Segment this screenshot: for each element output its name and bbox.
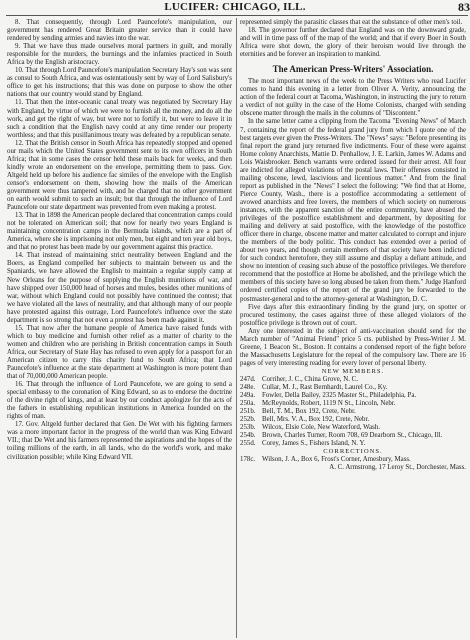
member-entry: [240, 384, 466, 392]
member-entry: [240, 432, 466, 440]
paragraph-13: 13. That in 1898 the American people declared that concentration camps could not be tolerated on American soil; that now for nearly two years England is maintaining concentration camps in the Bermuda islands, which are a part of America, where she is imprisoning not only men, but eight and ten year old boys, and that no protest has been made by our government against this practice.: [7, 212, 232, 252]
member-text: Brown, Charles Turner, Room 708, 69 Dearborn St., Chicago, Ill.: [262, 432, 443, 440]
header-rule: [6, 15, 468, 16]
member-text: Wilcox, Elsie Cole, New Waterford, Wash.: [262, 424, 380, 432]
member-text: Bell, T. M., Box 192, Crete, Nebr.: [262, 408, 356, 416]
member-text: McReynolds, Robert, 1119 N St., Lincoln, Nebr.: [262, 400, 396, 408]
member-number: 252b.: [240, 416, 256, 424]
member-entry: [240, 440, 466, 448]
paragraph-18: 18. The governor further declared that England was on the downward grade, and will in time pass off of the map of the world; and that if every Boer in South Africa were shot down, the glory of their heroism would live through the eternities and be forever an inspiration to mankind.: [240, 27, 466, 59]
paragraph-16: 16. That through the influence of Lord Pauncefote, we are going to send a special embassy to the coronation of King Edward, so as to endorse the doctrine of the divine right of kings, and at least by our conduct apologize for the acts of the fathers in establishing republican institutions in America founded on the rights of man.: [7, 381, 232, 421]
paragraph-12: 12. That the British censor in South Africa has repeatedly stopped and opened our mails which the United States government sent to its own officers in South Africa; that in some cases the censor held these mails back for weeks, and then kindly wrote an endorsement on the envelope, permitting them to pass. Gov. Altgeld held up before his audience fac similes of the envelope with the English censor's endorsement on them, showing how the mails of the American government were thus tampered with, and he charged that no other government on earth would submit to such an insult; but that through the influence of Lord Pauncefote our state department was prevented from even making a protest.: [7, 139, 232, 212]
member-number: 250a.: [240, 400, 256, 408]
member-number: 248e.: [240, 384, 256, 392]
member-number: 255d.: [240, 440, 256, 448]
paragraph-14: 14. That instead of maintaining strict neutrality between England and the Boers, as England compelled her subjects to maintain between us and the Spaniards, we have allowed the English to maintain a regular supply camp at New Orleans for the purpose of supplying the English munitions of war, and have shipped over 150,000 head of horses and mules, besides other munitions of war, without which England could not possibly have continued the contest; that we have violated all the laws of neutrality, and that although many of our people have protested against this outrage, Lord Pauncefote's influence over the state department is so strong that not even a protest has been made against it.: [7, 252, 232, 324]
member-entry: [240, 400, 466, 408]
left-column: [7, 19, 232, 462]
member-text: Wilson, J. A., Box 6, Frost's Corner, Amesbury, Mass.: [262, 456, 411, 464]
paragraph-9: 9. That we have thus made ourselves moral partners in guilt, and morally responsible for the murders, the burnings and the infamies practiced in South Africa by the English aristocracy.: [7, 43, 232, 67]
member-entry: [240, 424, 466, 432]
member-number: 178c.: [240, 456, 256, 464]
right-column: [240, 19, 466, 473]
member-text: Cullar, M. J., Rast Bernhardt, Laurel Co., Ky.: [262, 384, 388, 392]
column-divider: [236, 18, 237, 638]
member-number: 254b.: [240, 432, 256, 440]
paragraph-11: 11. That then the inter-oceanic canal treaty was negotiated by Secretary Hay with England, by virtue of which we were to furnish all the money, and do all the work, and get the right of way, but were not to fortify it, but were to leave it in such a condition that the English navy could at any time render our property worthless; and that this pusillanimous treaty was defeated by a republican senate.: [7, 99, 232, 139]
member-text: Corey, James S., Fishers Island, N. Y.: [262, 440, 366, 448]
article-paragraph: The most important news of the week to the Press Writers who read Lucifer comes to hand this evening in a letter from Oliver A. Verity, announcing the action of the federal court at Tacoma, Washington, in instructing the jury to return a verdict of not guilty in the case of the Home Colonists, charged with sending obscene matter through the mails in the columns of "Discontent.": [240, 78, 466, 118]
member-entry: [240, 392, 466, 400]
member-entry: [240, 408, 466, 416]
article-paragraph: In the same letter came a clipping from the Tacoma "Evening News" of March 7, containing the report of the federal grand jury from which I quote one of the best targets ever given the Press-Writers. The "News" says: "Before presenting its final report the grand jury returned five indictments. Four of these were against Home colony Anarchists, Mattie D. Penhallow, J. E. Larkin, James W. Adams and Lois Waisbrooker. Bench warrants were ordered issued for their arrest. All four are indicted for alleged violations of the postal laws. Their offenses consisted in mailing obscene, lewd, lascivious and licentious matter." And from the final report as published in the "News" I select the following: "We find that at Home, Pierce County, Wash., there is a postoffice accommodating a settlement of avowed anarchists and free lovers, the members of which society on numerous instances, with the apparent sanction of the entire community, have abused the privileges of the postoffice establishment and department, by depositing for mailing and delivery at said postoffice, with the knowledge of the postoffice officer there in charge, obscene matter and matter calculated to corrupt and injure the members of the body politic. This conduct has extended over a period of about two years, and though certain members of that society have been indicted for such conduct heretofore, they still assume and display a defiant attitude, and show no intention of ceasing such abuse of the postoffice privileges. We therefore recommend that the postoffice at Home be abolished, and the privilege which the members of this society have so long abused be taken from them." Judge Hanford ordered certified copies of the report of the grand jury be forwarded to the postmaster-general and to the attorney-general at Washington, D. C.: [240, 118, 466, 303]
member-text: Corriher, J. C., China Grove, N. C.: [262, 375, 358, 383]
member-entry: [240, 376, 466, 384]
new-members-heading: NEW MEMBERS.: [321, 367, 385, 375]
member-number: 249a.: [240, 392, 256, 400]
continuation-paragraph: represented simply the parasitic classes that eat the substance of other men's toil.: [240, 19, 463, 26]
paragraph-8: 8. That consequently, through Lord Pauncefote's manipulation, our government has rendered Great Britain greater service than it could have rendered by sending armies and navies into the war.: [7, 19, 232, 43]
page-header: [0, 0, 470, 16]
member-number: 251b.: [240, 408, 256, 416]
corrections-heading: CORRECTIONS.: [323, 448, 383, 456]
page-number: 83: [458, 0, 470, 14]
section-heading: The American Press-Writers' Association.: [272, 64, 434, 75]
article-paragraph: Any one interested in the subject of anti-vaccination should send for the March number of "Animal Friend" price 5 cts. published by Press-Writer J. M. Greene, 1 Beacon St., Boston. It contains a condensed report of the fight before the Massachusetts Legislature for the repeal of the compulsory law. There are 16 pages of very interesting reading for every lover of personal liberty.: [240, 327, 466, 367]
masthead-title: LUCIFER: CHICAGO, ILL.: [164, 1, 306, 13]
paragraph-17: 17. Gov. Altgeld further declared that Gen. De Wet with his fighting farmers was a more important factor in the progress of the world than was King Edward VII.; that De Wet and his farmers represented the aspirations and the hopes of the toiling millions of the earth, in all lands, who do the world's work, and make civilization possible; while King Edward VII.: [7, 421, 232, 461]
article-paragraph: Five days after this extraordinary finding by the grand jury, on spotter or procured testimony, the cases against three of these alleged violators of the postoffice privilege is thrown out of court.: [240, 303, 466, 327]
member-text: Fowler, Della Bailey, 2325 Master St., Philadelphia, Pa.: [262, 392, 417, 400]
correction-entry: [240, 456, 466, 464]
signature: A. C. Armstrong, 17 Leroy St., Dorchester, Mass.: [329, 464, 466, 472]
member-number: 253b.: [240, 424, 256, 432]
member-text: Bell, Mrs. V. A., Box 192, Crete, Nebr.: [262, 416, 370, 424]
member-number: 247d.: [240, 375, 256, 383]
paragraph-15: 15. That now after the humane people of America have raised funds with which to buy medicine and furnish other relief as a matter of charity to the women and children who are perishing in British concentration camps in South Africa, our Secretary of State Hay has refused to even apply for a passport for an American citizen to carry this charity fund to South Africa; that Lord Pauncefote's influence at the state department at Washington is more potent than that of 70,000,000 American people.: [7, 324, 232, 381]
member-entry: [240, 416, 466, 424]
paragraph-10: 10. That through Lord Pauncefote's manipulation Secretary Hay's son was sent as consul to South Africa, and was ostentatiously sent by way of Lord Salisbury's office to get his instructions; that this was done on purpose to show the other nations that our country would stand by England.: [7, 67, 232, 99]
